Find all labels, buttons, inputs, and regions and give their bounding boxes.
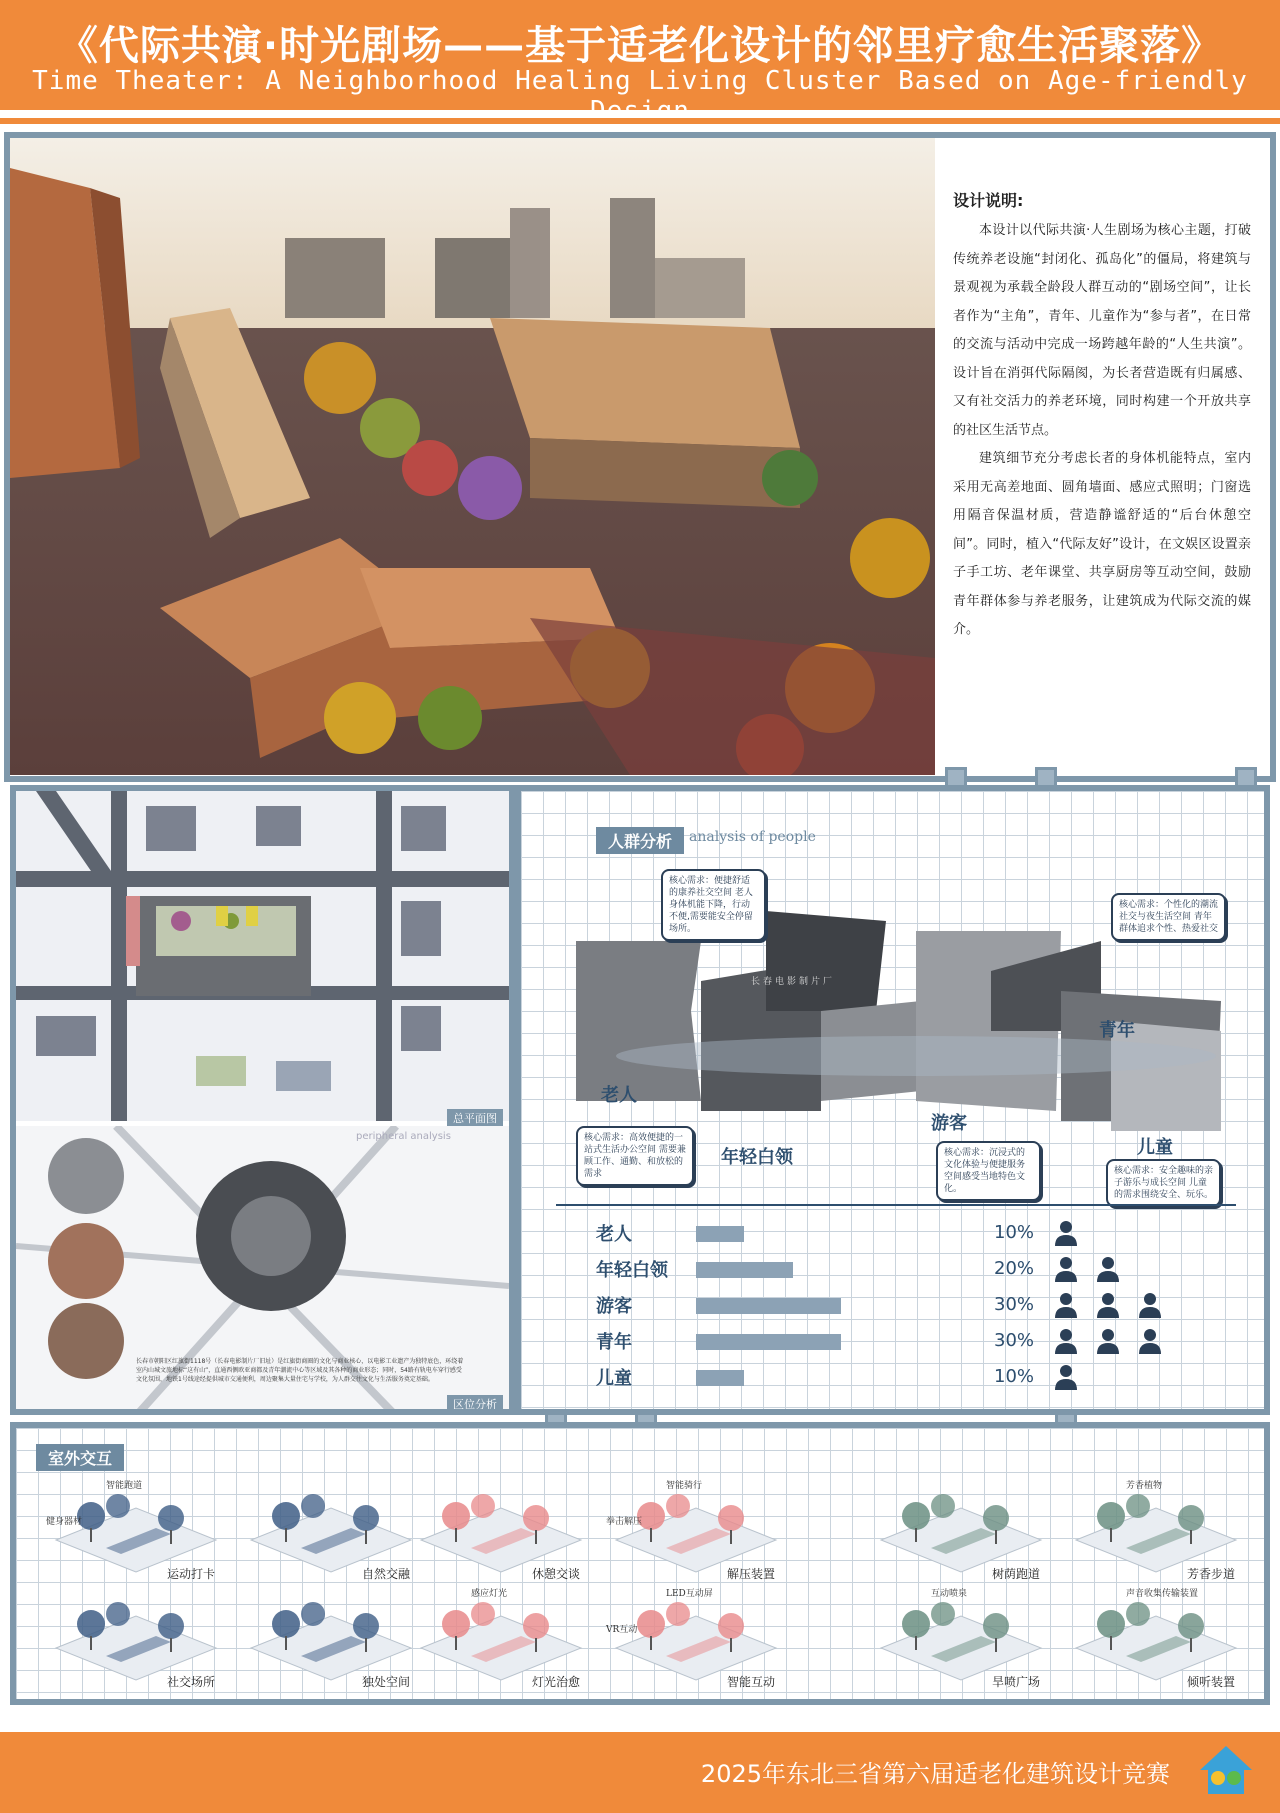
- person-icon: [1135, 1290, 1165, 1320]
- outdoor-item-label: 树荫跑道: [991, 1567, 1040, 1581]
- chart-bar: [696, 1334, 841, 1350]
- outdoor-item-label: 灯光治愈: [531, 1675, 580, 1689]
- header-divider: [0, 110, 1280, 118]
- outdoor-vignette: [606, 1478, 781, 1581]
- person-icons: [1051, 1254, 1135, 1288]
- outdoor-item-note: 芳香植物: [1126, 1481, 1163, 1491]
- people-analysis-panel: [515, 785, 1270, 1415]
- outdoor-vignette: [46, 1586, 221, 1689]
- chart-label: 年轻白领: [596, 1260, 668, 1281]
- site-plan-panel: [10, 785, 515, 1415]
- chart-bar: [696, 1298, 841, 1314]
- isometric-scene: [411, 1586, 586, 1686]
- competition-name: 2025年东北三省第六届适老化建筑设计竞赛: [700, 1760, 1170, 1788]
- outdoor-item-note: 声音收集传输装置: [1126, 1589, 1199, 1599]
- outdoor-item-note: 拳击解压: [606, 1517, 643, 1527]
- group-label-white-collar: 年轻白领: [721, 1147, 793, 1168]
- site-plan-caption: 总平面图: [447, 1109, 503, 1127]
- outdoor-item-label: 社交场所: [166, 1675, 215, 1689]
- page-subtitle: Time Theater: A Neighborhood Healing Living Cluster Based on Age-friendly: [32, 66, 1248, 96]
- house-logo-icon: [1196, 1740, 1256, 1800]
- aerial-rendering-image: [10, 138, 935, 775]
- isometric-scene: [871, 1478, 1046, 1578]
- outdoor-vignette: [871, 1586, 1046, 1689]
- people-analysis-tag: 人群分析: [596, 827, 684, 854]
- isometric-scene: [606, 1586, 781, 1686]
- chart-label: 儿童: [596, 1368, 632, 1389]
- outdoor-item-label: 解压装置: [726, 1567, 775, 1581]
- people-analysis-subtitle: analysis of people: [689, 829, 816, 845]
- isometric-scene: [241, 1478, 416, 1578]
- chart-bar: [696, 1370, 744, 1386]
- outdoor-vignette: [411, 1586, 586, 1689]
- aerial-rendering: [10, 138, 935, 775]
- person-icons: [1051, 1326, 1177, 1360]
- chart-pct: 10%: [994, 1222, 1035, 1243]
- outdoor-vignette: [1066, 1586, 1241, 1689]
- chart-row-children: [596, 1360, 1236, 1396]
- isometric-scene: [1066, 1478, 1241, 1578]
- outdoor-item-label: 智能互动: [726, 1675, 775, 1689]
- person-icon: [1051, 1218, 1081, 1248]
- isometric-scene: [606, 1478, 781, 1578]
- outdoor-interaction-panel: [10, 1422, 1270, 1705]
- person-icon: [1051, 1362, 1081, 1392]
- person-icon: [1093, 1290, 1123, 1320]
- person-icon: [1093, 1326, 1123, 1356]
- person-icon: [1051, 1254, 1081, 1284]
- need-bubble-elderly: 核心需求：便捷舒适的康养社交空间 老人身体机能下降，行动不便,需要能安全停留场所。: [661, 869, 766, 941]
- page-title: 《代际共演·时光剧场——基于适老化设计的邻里疗愈生活聚落》: [57, 23, 1223, 69]
- design-description: [935, 138, 1265, 775]
- people-share-chart: [596, 1216, 1236, 1396]
- outdoor-item-label: 旱喷广场: [991, 1675, 1040, 1689]
- outdoor-item-note: 智能跑道: [106, 1481, 143, 1491]
- description-paragraph-1: 本设计以代际共演·人生剧场为核心主题，打破传统养老设施“封闭化、孤岛化”的僵局，将建筑与景观视为承载全龄段人群互动的“剧场空间”，让长者作为“主角”，青年、儿童作为“参与者”，在日常的交流与活动中完成一场跨越年龄的“人生共演”。设计旨在消弭代际隔阂，为长者营造既有归属感、又有社交活力的养老环境，同时构建一个开放共享的社区生活节点。: [953, 223, 1251, 438]
- outdoor-item-note: VR互动: [606, 1625, 638, 1635]
- outdoor-item-label: 倾听装置: [1186, 1675, 1235, 1689]
- chart-label: 游客: [596, 1296, 632, 1317]
- outdoor-vignette: [871, 1478, 1046, 1581]
- need-bubble-white-collar: 核心需求：高效便捷的一站式生活办公空间 需要兼顾工作、通勤、和放松的需求: [576, 1126, 694, 1186]
- chart-pct: 10%: [994, 1366, 1035, 1387]
- person-icon: [1135, 1326, 1165, 1356]
- isometric-scene: [411, 1478, 586, 1578]
- outdoor-vignette: [606, 1586, 781, 1689]
- site-location-text: 长春市朝阳区红旗街1118号（长春电影制片厂旧址）是红旗街商圈的文化与商业核心，以电影工业遗产为独特底色，环绕着室内山城文旅地标“这有山”，直通西侧欧亚商都及青年潮流中心等区域及其各种的商业形态；同时，54路有轨电车穿行感受文化氛围，地铁1号线途经提供城市交通便利，周边聚集大量住宅与学校，为人群交往文化与生活服务奠定基础。: [136, 1358, 464, 1383]
- chart-row-white-collar: [596, 1252, 1236, 1288]
- chart-bar: [696, 1262, 793, 1278]
- person-icon: [1093, 1254, 1123, 1284]
- person-icons: [1051, 1218, 1093, 1252]
- chart-pct: 20%: [994, 1258, 1035, 1279]
- group-label-youth: 青年: [1099, 1020, 1135, 1041]
- outdoor-item-note: LED互动屏: [666, 1589, 713, 1599]
- outdoor-item-note: 互动喷泉: [931, 1589, 968, 1599]
- header-divider-line: [0, 118, 1280, 124]
- photo-sign: 长春电影制片厂: [751, 977, 836, 987]
- isometric-scene: [46, 1586, 221, 1686]
- person-icons: [1051, 1362, 1093, 1396]
- isometric-scene: [1066, 1586, 1241, 1686]
- analysis-header: peripheral analysis: [356, 1131, 451, 1142]
- outdoor-item-label: 芳香步道: [1186, 1567, 1235, 1581]
- chart-label: 老人: [596, 1224, 632, 1245]
- chart-pct: 30%: [994, 1330, 1035, 1351]
- outdoor-item-label: 独处空间: [361, 1675, 410, 1689]
- need-bubble-youth: 核心需求：个性化的潮流社交与夜生活空间 青年群体追求个性、热爱社交: [1111, 893, 1226, 941]
- outdoor-item-note: 智能骑行: [666, 1481, 703, 1491]
- need-bubble-tourist: 核心需求：沉浸式的文化体验与便捷服务空间感受当地特色文化。: [936, 1141, 1041, 1201]
- chart-row-elderly: [596, 1216, 1236, 1252]
- outdoor-item-label: 运动打卡: [166, 1567, 215, 1581]
- group-label-tourist: 游客: [931, 1113, 967, 1134]
- outdoor-tag: 室外交互: [36, 1444, 124, 1471]
- isometric-scene: [46, 1478, 221, 1578]
- outdoor-item-note: 感应灯光: [471, 1589, 508, 1599]
- footer-banner: [0, 1732, 1280, 1813]
- outdoor-item-label: 休憩交谈: [531, 1567, 580, 1581]
- group-label-elderly: 老人: [601, 1085, 637, 1106]
- outdoor-item-note: 健身器材: [46, 1517, 83, 1527]
- person-icons: [1051, 1290, 1177, 1324]
- group-label-children: 儿童: [1137, 1137, 1173, 1158]
- chart-row-youth: [596, 1324, 1236, 1360]
- site-plan-map: [16, 791, 509, 1121]
- chart-row-tourist: [596, 1288, 1236, 1324]
- chart-label: 青年: [596, 1332, 632, 1353]
- person-icon: [1051, 1290, 1081, 1320]
- outdoor-item-label: 自然交融: [361, 1567, 410, 1581]
- outdoor-vignette: [1066, 1478, 1241, 1581]
- chart-divider: [556, 1204, 1236, 1206]
- description-title: 设计说明:: [953, 191, 1024, 210]
- outdoor-vignette: [241, 1478, 416, 1581]
- outdoor-vignette: [241, 1586, 416, 1689]
- person-icon: [1051, 1326, 1081, 1356]
- description-paragraph-2: 建筑细节充分考虑长者的身体机能特点，室内采用无高差地面、圆角墙面、感应式照明；门窗选用隔音保温材质，营造静谧舒适的“后台休憩空间”。同时，植入“代际友好”设计，在文娱区设置亲子手工坊、老年课堂、共享厨房等互动空间，鼓励青年群体参与养老服务，让建筑成为代际交流的媒介。: [953, 451, 1251, 637]
- chart-pct: 30%: [994, 1294, 1035, 1315]
- isometric-scene: [241, 1586, 416, 1686]
- chart-bar: [696, 1226, 744, 1242]
- outdoor-vignette: [411, 1478, 586, 1581]
- outdoor-vignette: [46, 1478, 221, 1581]
- need-bubble-children: 核心需求：安全趣味的亲子游乐与成长空间 儿童的需求围绕安全、玩乐。: [1106, 1159, 1221, 1207]
- isometric-scene: [871, 1586, 1046, 1686]
- location-analysis-caption: 区位分析: [447, 1395, 503, 1413]
